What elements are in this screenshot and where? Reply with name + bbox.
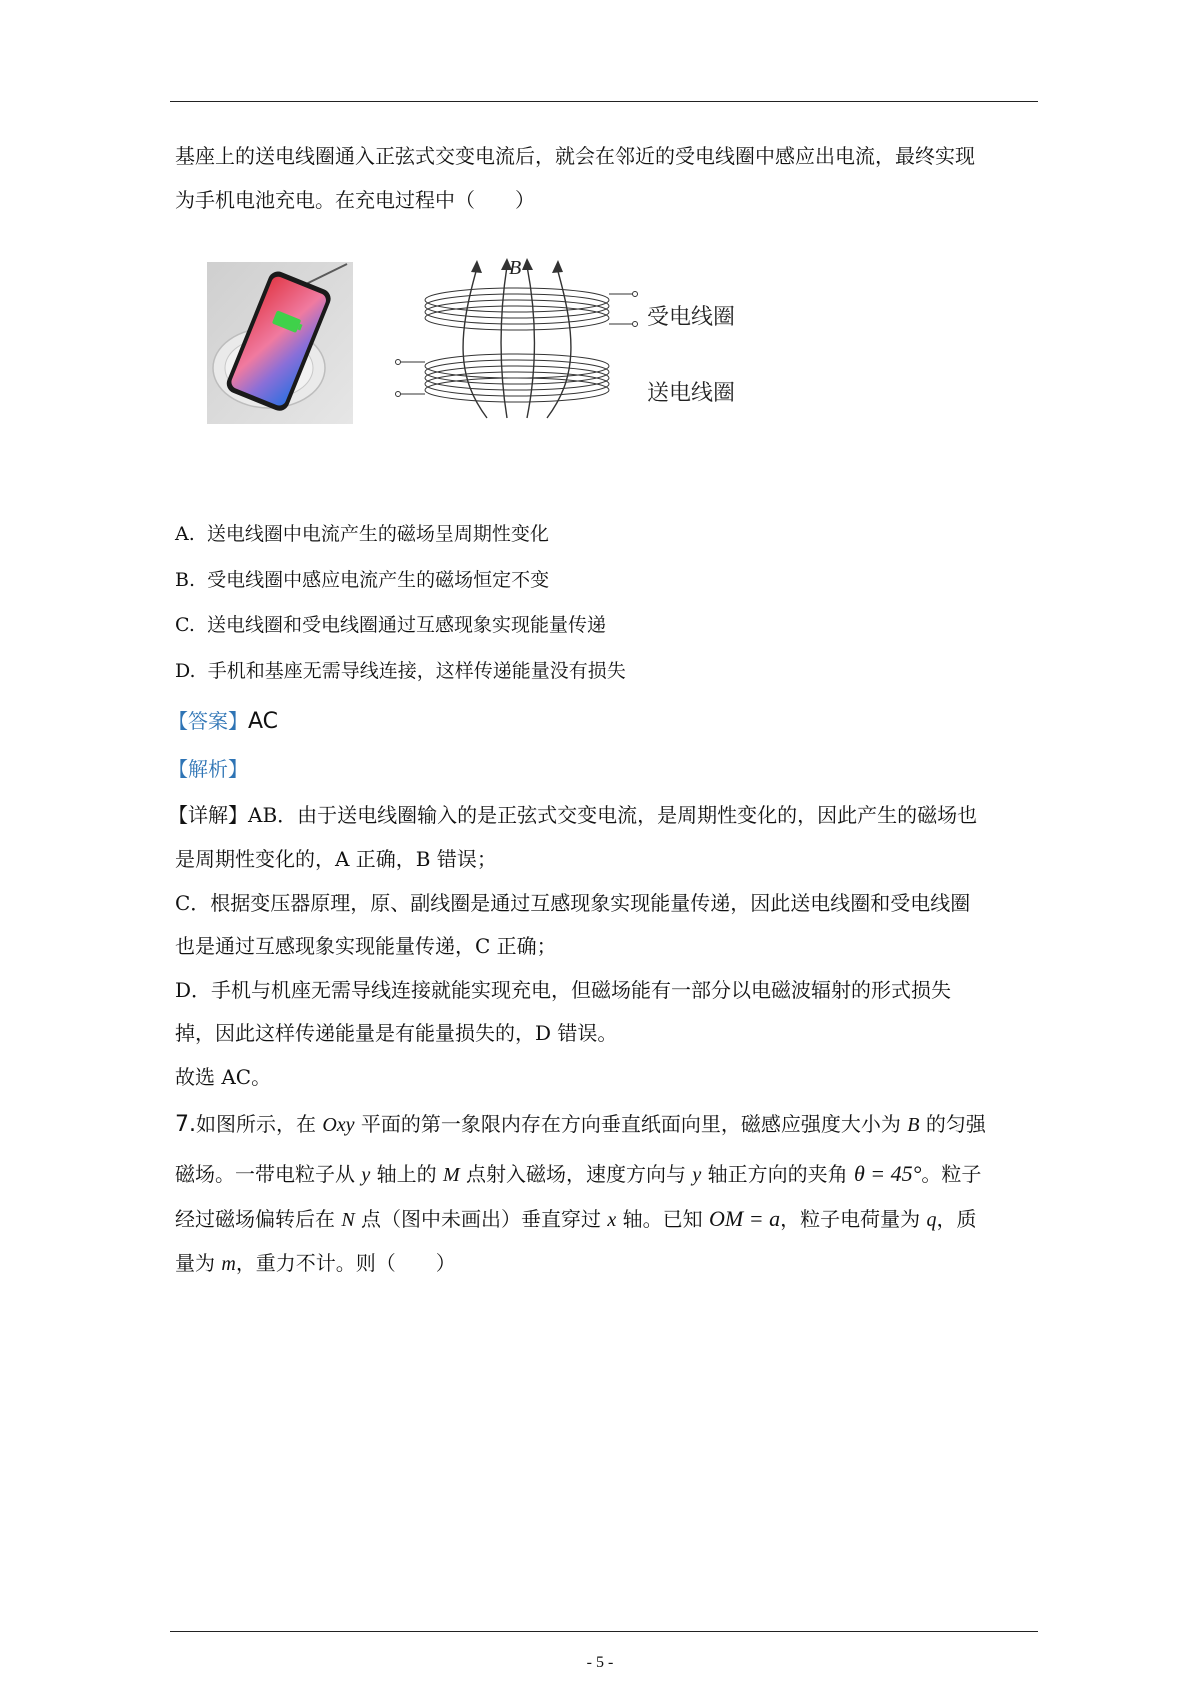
answer-value: AC (248, 709, 279, 734)
q6-stem-line1: 基座上的送电线圈通入正弦式交变电流后，就会在邻近的受电线圈中感应出电流，最终实现 (175, 144, 975, 168)
q6-stem-line2: 为手机电池充电。在充电过程中（ ） (175, 188, 535, 212)
header-rule (170, 101, 1038, 102)
q7-text: 点（图中未画出）垂直穿过 (354, 1207, 608, 1231)
q7-line2 (175, 1160, 981, 1189)
q7-text: 点射入磁场，速度方向与 (459, 1162, 693, 1186)
q7-line4 (175, 1249, 456, 1278)
q7-text: 平面的第一象限内存在方向垂直纸面向里，磁感应强度大小为 (354, 1112, 908, 1136)
math-var: B (907, 1114, 920, 1136)
math-var: m (221, 1253, 236, 1275)
answer-tag: 【答案】 (168, 709, 248, 733)
q6-detail-line6: 掉，因此这样传递能量是有能量损失的，D 错误。 (175, 1021, 618, 1045)
q7-text: ，重力不计。则（ ） (235, 1251, 456, 1275)
math-var: M (442, 1164, 460, 1186)
option-text: 送电线圈中电流产生的磁场呈周期性变化 (206, 523, 549, 545)
q7-text: 量为 (175, 1251, 222, 1275)
wireless-charging-figure (207, 258, 767, 463)
q7-line1 (175, 1110, 986, 1139)
option-label: C. (175, 614, 195, 636)
footer-rule (170, 1631, 1038, 1632)
q6-option-b (175, 566, 549, 594)
q7-line3 (175, 1205, 976, 1234)
option-text: 送电线圈和受电线圈通过互感现象实现能量传递 (207, 614, 607, 636)
q7-text: 轴正方向的夹角 (701, 1162, 854, 1186)
phone-charging-photo (207, 262, 353, 424)
q6-detail-line3: C．根据变压器原理，原、副线圈是通过互感现象实现能量传递，因此送电线圈和受电线圈 (175, 891, 971, 915)
q7-text: 轴上的 (370, 1162, 443, 1186)
q7-text: ，质 (936, 1207, 977, 1231)
option-label: B. (175, 569, 196, 591)
question-number: 7. (175, 1112, 196, 1137)
math-var: y (361, 1164, 371, 1186)
q6-detail-line4: 也是通过互感现象实现能量传递，C 正确； (175, 934, 557, 958)
math-var: N (341, 1209, 355, 1231)
sender-coil-label: 送电线圈 (647, 381, 736, 406)
option-text: 受电线圈中感应电流产生的磁场恒定不变 (207, 569, 550, 591)
field-label-B: B (509, 258, 522, 279)
math-expression: θ = 45° (853, 1161, 922, 1186)
q7-text: 磁场。一带电粒子从 (175, 1162, 362, 1186)
option-label: D. (175, 660, 196, 682)
q7-text: 的匀强 (919, 1112, 986, 1136)
q6-detail-line2: 是周期性变化的，A 正确，B 错误； (175, 847, 497, 871)
math-var: Oxy (322, 1114, 355, 1136)
q6-detail-line7: 故选 AC。 (175, 1065, 272, 1089)
q6-detail-line1: 【详解】AB．由于送电线圈输入的是正弦式交变电流，是周期性变化的，因此产生的磁场也 (168, 803, 978, 827)
q7-text: ，粒子电荷量为 (780, 1207, 927, 1231)
q6-figure (207, 258, 767, 467)
math-expression: OM = a (709, 1206, 781, 1231)
math-var: q (926, 1209, 937, 1231)
option-text: 手机和基座无需导线连接，这样传递能量没有损失 (207, 660, 626, 682)
q6-option-d (175, 657, 626, 685)
q7-text: 经过磁场偏转后在 (175, 1207, 342, 1231)
q7-text: 如图所示，在 (196, 1112, 323, 1136)
coil-diagram (396, 258, 638, 418)
q6-option-a (175, 520, 549, 548)
q7-text: 。粒子 (921, 1162, 982, 1186)
q7-text: 轴。已知 (616, 1207, 710, 1231)
math-var: y (692, 1164, 702, 1186)
q6-detail-line5: D．手机与机座无需导线连接就能实现充电，但磁场能有一部分以电磁波辐射的形式损失 (175, 978, 952, 1002)
q6-analysis-tag: 【解析】 (168, 757, 248, 781)
option-label: A. (175, 523, 195, 545)
receiver-coil-label: 受电线圈 (647, 305, 736, 330)
q6-option-c (175, 611, 606, 639)
page-number: - 5 - (586, 1654, 614, 1671)
math-var: x (607, 1209, 617, 1231)
q6-answer (168, 707, 278, 736)
